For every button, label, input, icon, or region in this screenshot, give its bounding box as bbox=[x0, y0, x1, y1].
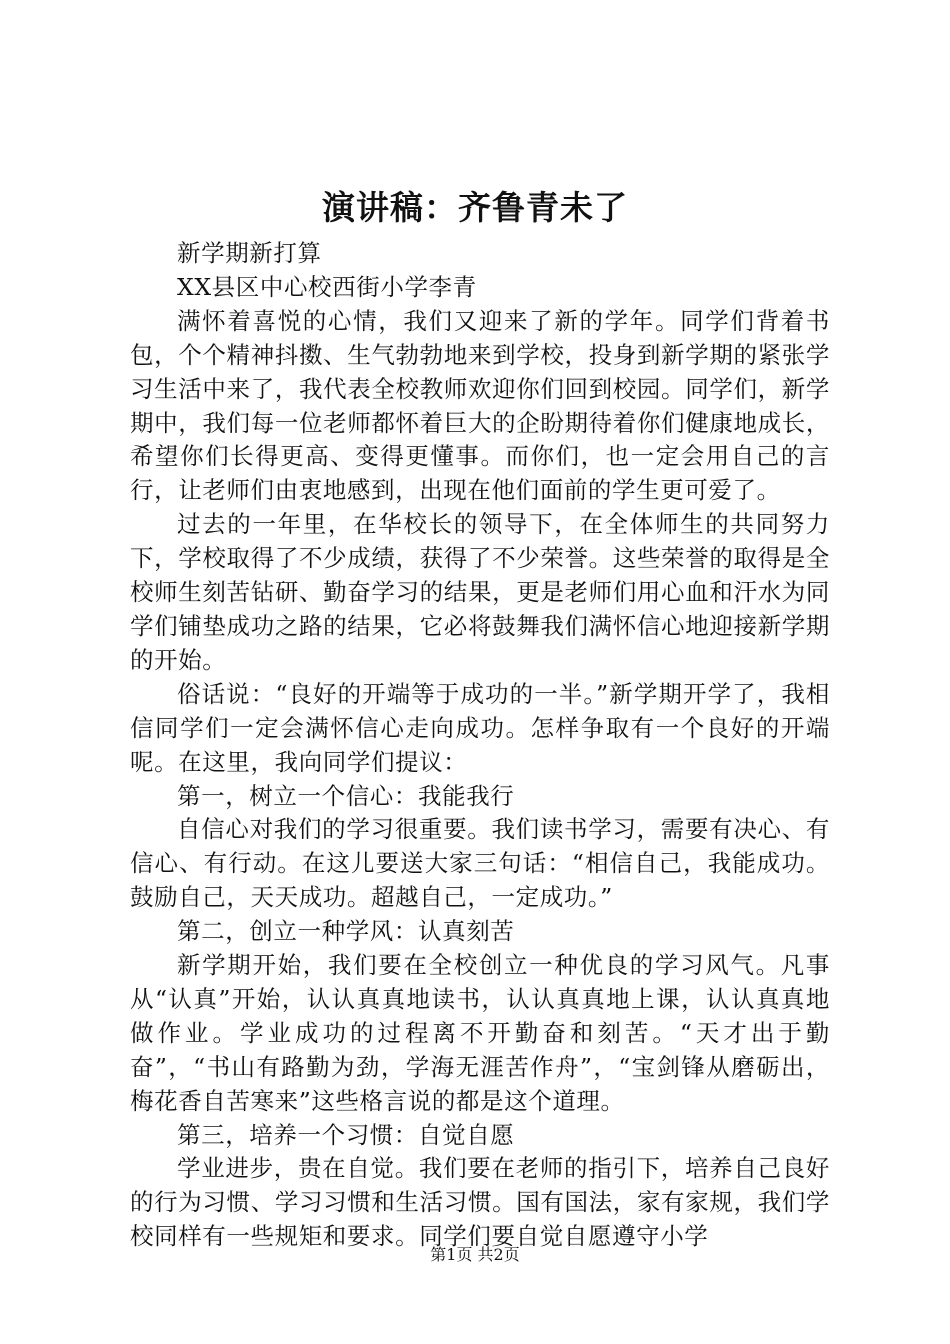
heading-point-one: 第一，树立一个信心：我能我行 bbox=[177, 781, 515, 810]
paragraph-opening: 满怀着喜悦的心情，我们又迎来了新的学年。同学们背着书包，个个精神抖擞、生气勃勃地来到学校，投身到新学期的紧张学习生活中来了，我代表全校教师欢迎你们回到校园。同学们，新学期中，我们每一位老师都怀着巨大的企盼期待着你们健康地成长，希望你们长得更高、变得更懂事。而你们，也一定会用自己的言行，让老师们由衷地感到，出现在他们面前的学生更可爱了。 bbox=[130, 306, 830, 505]
paragraph-proverb: 俗话说：“良好的开端等于成功的一半。”新学期开学了，我相信同学们一定会满怀信心走向成功。怎样争取有一个良好的开端呢。在这里，我向同学们提议： bbox=[130, 679, 830, 776]
page-number-footer: 第1页 共2页 bbox=[430, 1245, 520, 1264]
heading-point-three: 第三，培养一个习惯：自觉自愿 bbox=[177, 1120, 515, 1149]
paragraph-achievements: 过去的一年里，在华校长的领导下，在全体师生的共同努力下，学校取得了不少成绩，获得了不少荣誉。这些荣誉的取得是全校师生刻苦钻研、勤奋学习的结果，更是老师们用心血和汗水为同学们铺垫成功之路的结果，它必将鼓舞我们满怀信心地迎接新学期的开始。 bbox=[130, 510, 830, 674]
paragraph-subtitle: 新学期新打算 bbox=[177, 239, 322, 267]
heading-point-two: 第二，创立一种学风：认真刻苦 bbox=[177, 917, 515, 946]
document-body bbox=[130, 237, 830, 1254]
paragraph-confidence: 自信心对我们的学习很重要。我们读书学习，需要有决心、有信心、有行动。在这儿要送大家三句话：“相信自己，我能成功。鼓励自己，天天成功。超越自己，一定成功。” bbox=[130, 815, 830, 912]
paragraph-author: XX县区中心校西街小学李青 bbox=[177, 272, 477, 301]
document-title: 演讲稿：齐鲁青未了 bbox=[322, 188, 628, 227]
paragraph-study-style: 新学期开始，我们要在全校创立一种优良的学习风气。凡事从“认真”开始，认认真真地读书，认认真真地上课，认认真真地做作业。学业成功的过程离不开勤奋和刻苦。“天才出于勤奋”，“书山有路勤为劲，学海无涯苦作舟”，“宝剑锋从磨砺出，梅花香自苦寒来”这些格言说的都是这个道理。 bbox=[130, 951, 830, 1115]
paragraph-habits: 学业进步，贵在自觉。我们要在老师的指引下，培养自己良好的行为习惯、学习习惯和生活习惯。国有国法，家有家规，我们学校同样有一些规矩和要求。同学们要自觉自愿遵守小学 bbox=[130, 1154, 830, 1251]
